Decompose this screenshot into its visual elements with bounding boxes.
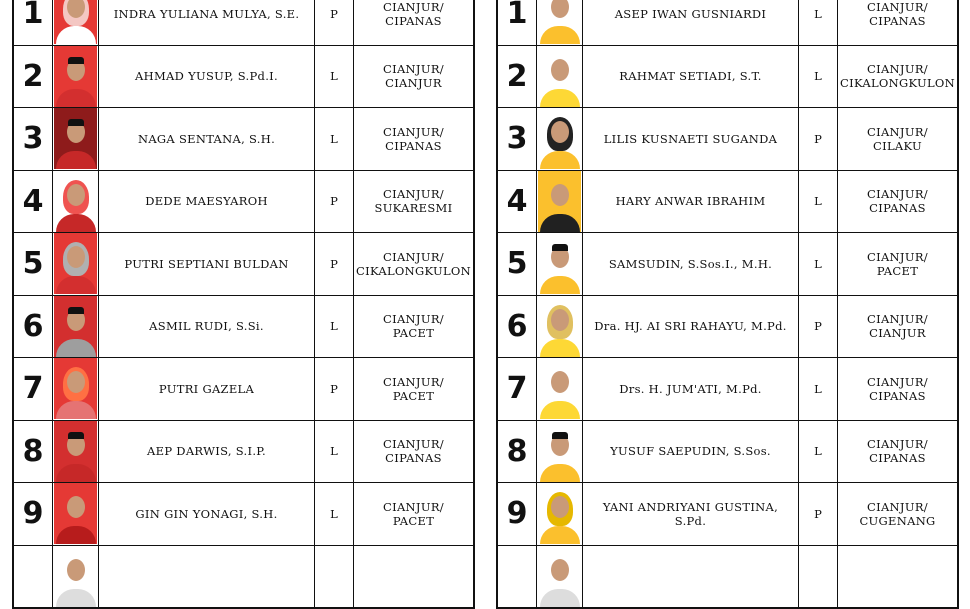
candidate-photo-cell bbox=[537, 545, 583, 608]
candidate-gender: P bbox=[799, 108, 838, 171]
candidate-row bbox=[13, 45, 474, 108]
candidate-row bbox=[13, 233, 474, 296]
candidate-name: GIN GIN YONAGI, S.H. bbox=[99, 483, 315, 546]
candidate-row bbox=[497, 233, 958, 296]
district-line-2: CIPANAS bbox=[385, 13, 442, 28]
candidate-photo bbox=[538, 358, 581, 419]
candidate-gender: L bbox=[799, 45, 838, 108]
candidate-photo bbox=[54, 421, 97, 482]
candidate-number: 5 bbox=[13, 233, 53, 296]
candidate-row bbox=[497, 483, 958, 546]
district-line-1: CIANJUR/ bbox=[867, 249, 928, 264]
candidate-photo-cell bbox=[53, 45, 99, 108]
district-line-2: PACET bbox=[392, 388, 435, 403]
candidate-row bbox=[497, 45, 958, 108]
candidate-name: AEP DARWIS, S.I.P. bbox=[99, 420, 315, 483]
candidate-photo-cell bbox=[537, 45, 583, 108]
candidate-number: 5 bbox=[497, 233, 537, 296]
district-line-2: PACET bbox=[876, 263, 919, 278]
shirt-shape bbox=[540, 214, 580, 232]
candidate-name: SAMSUDIN, S.Sos.I., M.H. bbox=[583, 233, 799, 296]
candidate-number: 7 bbox=[497, 358, 537, 421]
candidate-row bbox=[497, 0, 958, 45]
district-line-2: CILAKU bbox=[873, 138, 922, 153]
candidate-table-left-body bbox=[13, 0, 474, 608]
candidate-district bbox=[354, 170, 475, 233]
candidate-row bbox=[13, 545, 474, 608]
candidate-photo bbox=[54, 46, 97, 107]
candidate-number: 3 bbox=[497, 108, 537, 171]
shirt-shape bbox=[540, 589, 580, 607]
candidate-photo bbox=[538, 296, 581, 357]
district-line-1: CIANJUR/ bbox=[383, 374, 444, 389]
candidate-photo bbox=[538, 108, 581, 169]
candidate-photo bbox=[538, 46, 581, 107]
district-line-1: CIANJUR/ bbox=[383, 249, 444, 264]
district-line-1: CIANJUR/ bbox=[867, 437, 928, 452]
peci-cap-shape bbox=[68, 119, 84, 126]
candidate-photo bbox=[54, 358, 97, 419]
candidate-gender: L bbox=[799, 358, 838, 421]
district-line-2: CIKALONGKULON bbox=[356, 263, 471, 278]
peci-cap-shape bbox=[68, 57, 84, 64]
candidate-name bbox=[99, 545, 315, 608]
head-shape bbox=[551, 121, 569, 143]
district-line-1: CIANJUR/ bbox=[383, 499, 444, 514]
shirt-shape bbox=[56, 401, 96, 419]
candidate-gender: L bbox=[799, 233, 838, 296]
head-shape bbox=[551, 0, 569, 18]
district-line-1: CIANJUR/ bbox=[867, 499, 928, 514]
candidate-gender: P bbox=[315, 233, 354, 296]
district-line-2: CIPANAS bbox=[869, 388, 926, 403]
candidate-name: NAGA SENTANA, S.H. bbox=[99, 108, 315, 171]
candidate-row bbox=[497, 358, 958, 421]
candidate-row bbox=[13, 0, 474, 45]
district-line-2: CUGENANG bbox=[859, 513, 936, 528]
head-shape bbox=[551, 496, 569, 518]
candidate-photo-cell bbox=[537, 170, 583, 233]
shirt-shape bbox=[56, 526, 96, 544]
candidate-row bbox=[497, 420, 958, 483]
district-line-1: CIANJUR/ bbox=[383, 124, 444, 139]
candidate-name: RAHMAT SETIADI, S.T. bbox=[583, 45, 799, 108]
candidate-photo-cell bbox=[53, 170, 99, 233]
shirt-shape bbox=[540, 464, 580, 482]
shirt-shape bbox=[540, 89, 580, 107]
candidate-district bbox=[354, 108, 475, 171]
candidate-number: 2 bbox=[13, 45, 53, 108]
candidate-row bbox=[13, 170, 474, 233]
candidate-photo bbox=[538, 0, 581, 44]
candidate-number bbox=[13, 545, 53, 608]
head-shape bbox=[67, 496, 85, 518]
shirt-shape bbox=[56, 214, 96, 232]
district-line-2: CIPANAS bbox=[869, 451, 926, 466]
candidate-row bbox=[13, 358, 474, 421]
candidate-gender: L bbox=[315, 483, 354, 546]
candidate-photo-cell bbox=[53, 358, 99, 421]
candidate-name: YANI ANDRIYANI GUSTINA, S.Pd. bbox=[583, 483, 799, 546]
candidate-gender: L bbox=[799, 170, 838, 233]
candidate-photo-cell bbox=[53, 545, 99, 608]
candidate-row bbox=[13, 483, 474, 546]
district-line-2: CIKALONGKULON bbox=[840, 76, 955, 91]
candidate-district bbox=[838, 233, 959, 296]
candidate-district bbox=[354, 358, 475, 421]
candidate-photo bbox=[538, 421, 581, 482]
candidate-name: YUSUF SAEPUDIN, S.Sos. bbox=[583, 420, 799, 483]
candidate-photo bbox=[54, 233, 97, 294]
candidate-photo-cell bbox=[537, 483, 583, 546]
shirt-shape bbox=[56, 276, 96, 294]
candidate-photo bbox=[54, 483, 97, 544]
head-shape bbox=[551, 371, 569, 393]
candidate-row bbox=[497, 108, 958, 171]
district-line-1: CIANJUR/ bbox=[867, 62, 928, 77]
shirt-shape bbox=[540, 401, 580, 419]
candidate-row bbox=[497, 545, 958, 608]
candidate-photo bbox=[538, 233, 581, 294]
district-line-1: CIANJUR/ bbox=[383, 312, 444, 327]
candidate-gender: P bbox=[799, 483, 838, 546]
candidate-table-right-body bbox=[497, 0, 958, 608]
district-line-1: CIANJUR/ bbox=[867, 124, 928, 139]
district-line-1: CIANJUR/ bbox=[867, 187, 928, 202]
shirt-shape bbox=[540, 26, 580, 44]
district-line-2: CIANJUR bbox=[869, 326, 926, 341]
candidate-district bbox=[838, 295, 959, 358]
candidate-district bbox=[354, 483, 475, 546]
district-line-2: CIPANAS bbox=[385, 451, 442, 466]
district-line-2: CIPANAS bbox=[869, 13, 926, 28]
candidate-photo bbox=[538, 483, 581, 544]
peci-cap-shape bbox=[552, 432, 568, 439]
candidate-photo-cell bbox=[537, 358, 583, 421]
candidate-district bbox=[838, 108, 959, 171]
candidate-number: 1 bbox=[497, 0, 537, 45]
candidate-gender bbox=[315, 545, 354, 608]
candidate-name: LILIS KUSNAETI SUGANDA bbox=[583, 108, 799, 171]
candidate-gender: L bbox=[315, 108, 354, 171]
candidate-district bbox=[838, 0, 959, 45]
candidate-district bbox=[354, 45, 475, 108]
candidate-photo-cell bbox=[537, 233, 583, 296]
candidate-gender bbox=[799, 545, 838, 608]
candidate-number: 8 bbox=[497, 420, 537, 483]
district-line-2: PACET bbox=[392, 326, 435, 341]
shirt-shape bbox=[56, 589, 96, 607]
candidate-district bbox=[838, 170, 959, 233]
candidate-row bbox=[497, 295, 958, 358]
district-line-2: CIPANAS bbox=[869, 201, 926, 216]
candidate-row bbox=[13, 420, 474, 483]
candidate-photo bbox=[54, 0, 97, 44]
candidate-district bbox=[354, 0, 475, 45]
peci-cap-shape bbox=[552, 244, 568, 251]
candidate-name: ASMIL RUDI, S.Si. bbox=[99, 295, 315, 358]
head-shape bbox=[551, 59, 569, 81]
head-shape bbox=[67, 371, 85, 393]
head-shape bbox=[67, 184, 85, 206]
peci-cap-shape bbox=[68, 307, 84, 314]
shirt-shape bbox=[56, 464, 96, 482]
district-line-1: CIANJUR/ bbox=[867, 374, 928, 389]
candidate-number: 3 bbox=[13, 108, 53, 171]
candidate-photo bbox=[54, 546, 97, 607]
candidate-district bbox=[838, 420, 959, 483]
candidate-name: PUTRI GAZELA bbox=[99, 358, 315, 421]
candidate-gender: L bbox=[799, 420, 838, 483]
candidate-photo-cell bbox=[537, 0, 583, 45]
candidate-photo-cell bbox=[537, 420, 583, 483]
head-shape bbox=[67, 246, 85, 268]
candidate-number: 1 bbox=[13, 0, 53, 45]
candidate-number: 4 bbox=[497, 170, 537, 233]
candidate-gender: P bbox=[315, 170, 354, 233]
shirt-shape bbox=[56, 339, 96, 357]
candidate-photo bbox=[54, 108, 97, 169]
shirt-shape bbox=[540, 151, 580, 169]
district-line-1: CIANJUR/ bbox=[867, 0, 928, 14]
candidate-number: 9 bbox=[13, 483, 53, 546]
candidate-table-left bbox=[12, 0, 475, 609]
candidate-gender: P bbox=[315, 358, 354, 421]
candidate-photo-cell bbox=[53, 420, 99, 483]
candidate-name: ASEP IWAN GUSNIARDI bbox=[583, 0, 799, 45]
candidate-district bbox=[838, 45, 959, 108]
candidate-photo-cell bbox=[537, 108, 583, 171]
candidate-photo-cell bbox=[53, 233, 99, 296]
candidate-name: Drs. H. JUM'ATI, M.Pd. bbox=[583, 358, 799, 421]
shirt-shape bbox=[56, 151, 96, 169]
candidate-photo bbox=[54, 296, 97, 357]
candidate-gender: P bbox=[799, 295, 838, 358]
candidate-photo-cell bbox=[53, 295, 99, 358]
head-shape bbox=[551, 184, 569, 206]
candidate-row bbox=[13, 108, 474, 171]
candidate-table-right bbox=[496, 0, 959, 609]
head-shape bbox=[551, 309, 569, 331]
candidate-district bbox=[354, 233, 475, 296]
candidate-row bbox=[497, 170, 958, 233]
district-line-1: CIANJUR/ bbox=[383, 62, 444, 77]
candidate-photo-cell bbox=[53, 483, 99, 546]
candidate-gender: L bbox=[315, 295, 354, 358]
district-line-1: CIANJUR/ bbox=[383, 0, 444, 14]
candidate-number: 6 bbox=[13, 295, 53, 358]
candidate-district bbox=[354, 420, 475, 483]
candidate-photo-cell bbox=[53, 108, 99, 171]
district-line-1: CIANJUR/ bbox=[383, 187, 444, 202]
candidate-number: 9 bbox=[497, 483, 537, 546]
district-line-2: SUKARESMI bbox=[374, 201, 453, 216]
candidate-name: Dra. HJ. AI SRI RAHAYU, M.Pd. bbox=[583, 295, 799, 358]
candidate-photo bbox=[538, 546, 581, 607]
district-line-2: PACET bbox=[392, 513, 435, 528]
candidate-gender: L bbox=[315, 45, 354, 108]
candidate-district bbox=[838, 545, 959, 608]
candidate-name: PUTRI SEPTIANI BULDAN bbox=[99, 233, 315, 296]
shirt-shape bbox=[540, 526, 580, 544]
candidate-number: 2 bbox=[497, 45, 537, 108]
candidate-number bbox=[497, 545, 537, 608]
candidate-gender: L bbox=[799, 0, 838, 45]
candidate-district bbox=[838, 483, 959, 546]
shirt-shape bbox=[56, 26, 96, 44]
candidate-name: AHMAD YUSUP, S.Pd.I. bbox=[99, 45, 315, 108]
district-line-2: CIANJUR bbox=[385, 76, 442, 91]
shirt-shape bbox=[56, 89, 96, 107]
district-line-1: CIANJUR/ bbox=[383, 437, 444, 452]
candidate-district bbox=[354, 295, 475, 358]
candidate-photo-cell bbox=[53, 0, 99, 45]
candidate-photo bbox=[54, 171, 97, 232]
candidate-photo bbox=[538, 171, 581, 232]
candidate-name: HARY ANWAR IBRAHIM bbox=[583, 170, 799, 233]
peci-cap-shape bbox=[68, 432, 84, 439]
candidate-row bbox=[13, 295, 474, 358]
district-line-1: CIANJUR/ bbox=[867, 312, 928, 327]
candidate-number: 8 bbox=[13, 420, 53, 483]
shirt-shape bbox=[540, 339, 580, 357]
candidate-name: INDRA YULIANA MULYA, S.E. bbox=[99, 0, 315, 45]
candidate-gender: L bbox=[315, 420, 354, 483]
candidate-district bbox=[354, 545, 475, 608]
shirt-shape bbox=[540, 276, 580, 294]
candidate-gender: P bbox=[315, 0, 354, 45]
candidate-number: 7 bbox=[13, 358, 53, 421]
candidate-photo-cell bbox=[537, 295, 583, 358]
candidate-name bbox=[583, 545, 799, 608]
candidate-number: 6 bbox=[497, 295, 537, 358]
candidate-number: 4 bbox=[13, 170, 53, 233]
candidate-district bbox=[838, 358, 959, 421]
candidate-name: DEDE MAESYAROH bbox=[99, 170, 315, 233]
district-line-2: CIPANAS bbox=[385, 138, 442, 153]
